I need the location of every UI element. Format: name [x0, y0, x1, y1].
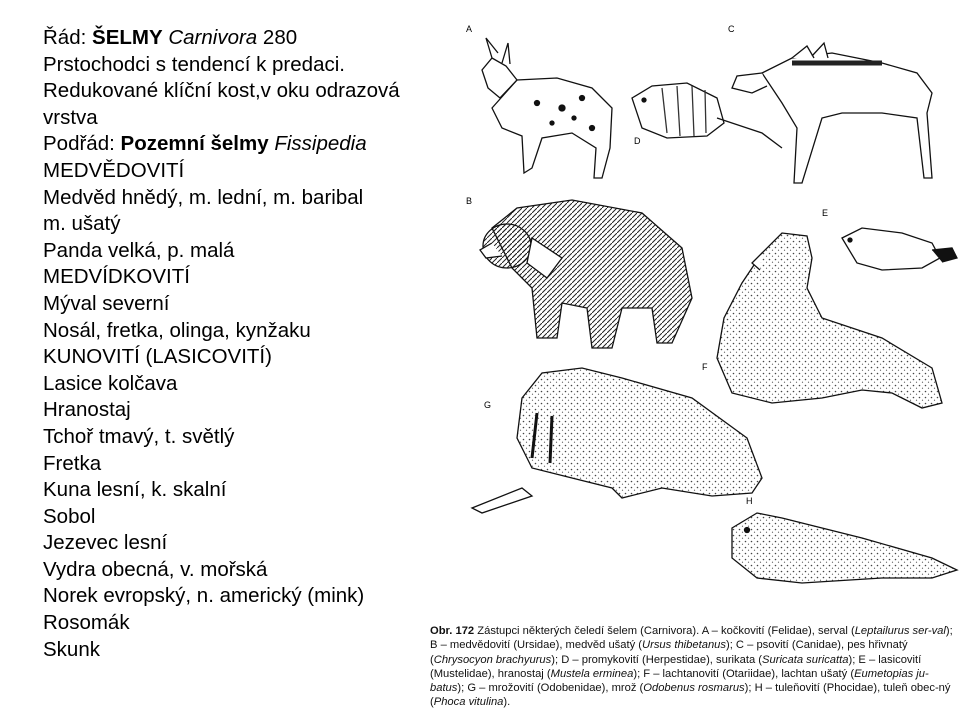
text-line: Nosál, fretka, olinga, kynžaku	[43, 318, 311, 342]
walrus-drawing	[472, 368, 762, 513]
text-line: Jezevec lesní	[43, 531, 168, 555]
caption-text: ); E – lasicovití (Mustelidae), hranostaj (	[430, 653, 922, 680]
caption-text: ); H – tuleňovití (Phocidae), tuleň obec-ný (	[430, 682, 951, 709]
order-label: Řád:	[43, 26, 87, 49]
text-line: Medvěd hnědý, m. lední, m. baribal	[43, 185, 364, 209]
text-line: Mýval severní	[43, 291, 170, 315]
text-line: Tchoř tmavý, t. světlý	[43, 424, 235, 448]
text-line: Panda velká, p. malá	[43, 238, 235, 262]
carnivora-illustration	[462, 18, 960, 618]
caption-text: ); C – psovití (Canidae), pes hřivnatý (	[430, 639, 908, 666]
caption-text: ); B – medvědovití (Ursidae), medvěd ušatý (	[430, 625, 953, 652]
figure-number: Obr. 172	[430, 625, 475, 637]
caption-text: Zástupci některých čeledí šelem (Carnivora). A – kočkovití (Felidae), serval (	[474, 625, 855, 637]
suborder-line	[43, 131, 463, 158]
suborder-latin: Fissipedia	[274, 132, 367, 156]
illustration-svg	[462, 18, 960, 618]
caption-latin: Chrysocyon brachyurus	[433, 653, 552, 666]
stoat-drawing	[842, 228, 957, 270]
caption-text: ); D – promykovití (Herpestidae), surikata (	[551, 653, 763, 666]
caption-text: ); G – mrožovití (Odobenidae), mrož (	[457, 682, 644, 695]
figure-label-a: A	[466, 24, 473, 34]
slide-text-list	[43, 25, 463, 663]
family-heading: KUNOVITÍ (LASICOVITÍ)	[43, 345, 272, 369]
figure-label-g: G	[484, 400, 492, 410]
family-heading: MEDVĚDOVITÍ	[43, 158, 185, 182]
caption-latin: Odobenus rosmarus	[643, 682, 745, 695]
text-line: Norek evropský, n. americký (mink)	[43, 584, 365, 608]
figure-label-f: F	[702, 362, 708, 372]
text-line: Redukované klíční kost,v oku odrazová	[43, 79, 400, 103]
meerkat-drawing	[632, 83, 782, 148]
figure-label-e: E	[822, 208, 829, 218]
serval-drawing	[482, 38, 612, 178]
text-line: vrstva	[43, 105, 98, 129]
figure-label-c: C	[728, 24, 735, 34]
caption-text: ); F – lachtanovití (Otariidae), lachtan ušatý (	[633, 667, 855, 680]
text-line: Sobol	[43, 504, 96, 528]
figure-label-d: D	[634, 136, 641, 146]
order-latin: Carnivora	[168, 26, 258, 49]
bear-drawing	[480, 200, 692, 348]
caption-latin: Eumetopias ju-batus	[430, 667, 929, 695]
text-line: Prstochodci s tendencí k predaci.	[43, 52, 345, 76]
figure-label-b: B	[466, 196, 473, 206]
caption-latin: Ursus thibetanus	[642, 639, 726, 652]
seal-drawing	[732, 513, 957, 583]
text-line: Kuna lesní, k. skalní	[43, 478, 227, 502]
text-line: m. ušatý	[43, 212, 121, 236]
maned-wolf-drawing	[732, 43, 932, 183]
suborder-label: Podřád:	[43, 132, 115, 156]
order-name: ŠELMY	[92, 26, 163, 49]
order-line	[43, 25, 463, 52]
text-line: Skunk	[43, 637, 100, 661]
figure-label-h: H	[746, 496, 753, 506]
family-heading: MEDVÍDKOVITÍ	[43, 265, 190, 289]
text-line: Hranostaj	[43, 398, 131, 422]
caption-latin: Mustela erminea	[550, 667, 634, 680]
order-count: 280	[262, 26, 298, 49]
text-line: Vydra obecná, v. mořská	[43, 557, 268, 581]
caption-text: ).	[503, 696, 511, 709]
figure-caption	[430, 624, 958, 710]
caption-latin: Leptailurus ser-val	[854, 625, 946, 637]
text-line: Lasice kolčava	[43, 371, 178, 395]
suborder-name: Pozemní šelmy	[120, 132, 269, 156]
caption-latin: Phoca vitulina	[433, 696, 504, 709]
text-line: Rosomák	[43, 611, 130, 635]
text-line: Fretka	[43, 451, 102, 475]
caption-latin: Suricata suricatta	[762, 653, 849, 666]
